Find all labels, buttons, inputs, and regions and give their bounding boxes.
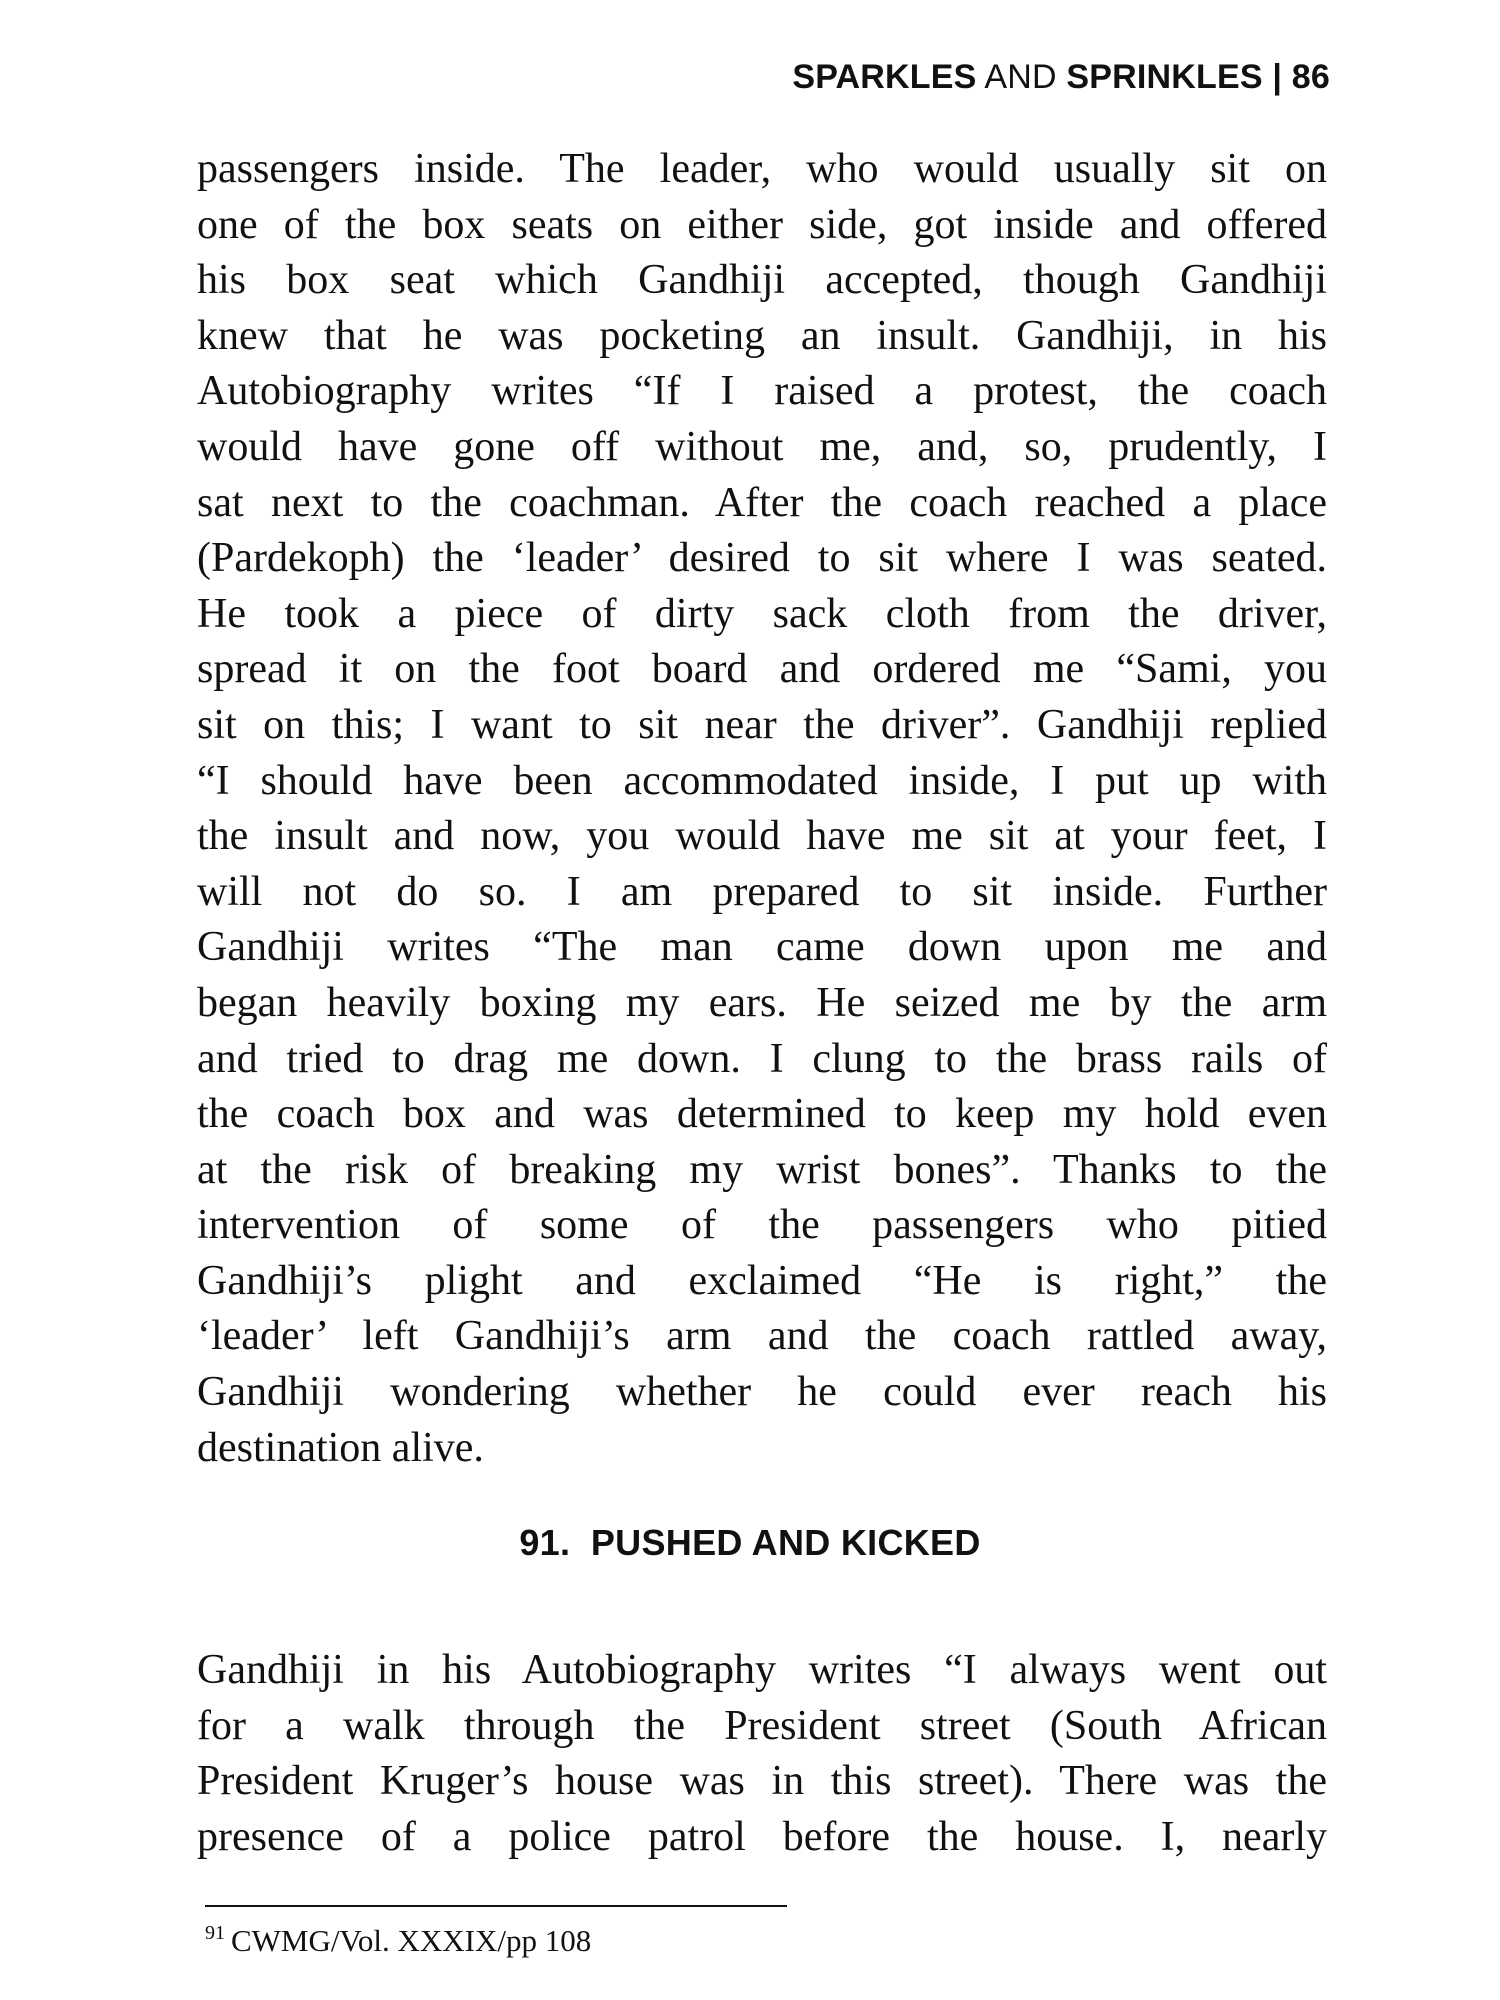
- text-line: destination alive.: [197, 1424, 484, 1471]
- paragraph-continued: [197, 142, 1327, 1476]
- text-line: began heavily boxing my ears. He seized me by the arm: [197, 979, 1327, 1026]
- page-number: 86: [1291, 58, 1330, 96]
- text-line: sit on this; I want to sit near the driver”. Gandhiji replied: [197, 701, 1327, 748]
- section-number: 91.: [519, 1522, 571, 1563]
- running-header: [792, 58, 1330, 97]
- text-line: will not do so. I am prepared to sit inside. Further: [197, 868, 1327, 915]
- text-line: his box seat which Gandhiji accepted, though Gandhiji: [197, 257, 1327, 304]
- text-line: sat next to the coachman. After the coach reached a place: [197, 479, 1327, 526]
- text-line: He took a piece of dirty sack cloth from the driver,: [197, 590, 1327, 637]
- text-line: knew that he was pocketing an insult. Gandhiji, in his: [197, 312, 1327, 359]
- text-line: Gandhiji wondering whether he could ever reach his: [197, 1369, 1327, 1416]
- text-line: “I should have been accommodated inside, I put up with: [197, 757, 1327, 804]
- text-line: Gandhiji in his Autobiography writes “I always went out: [197, 1647, 1327, 1693]
- header-separator: |: [1272, 58, 1283, 96]
- text-line: presence of a police patrol before the house. I, nearly: [197, 1813, 1327, 1860]
- text-line: would have gone off without me, and, so, prudently, I: [197, 423, 1327, 470]
- footnote-divider: [205, 1905, 787, 1907]
- text-line: spread it on the foot board and ordered me “Sami, you: [197, 646, 1327, 693]
- footnote-marker: 91: [205, 1922, 225, 1944]
- text-line: (Pardekoph) the ‘leader’ desired to sit where I was seated.: [197, 535, 1327, 582]
- text-line: the insult and now, you would have me sit at your feet, I: [197, 813, 1327, 860]
- header-title-part1: SPARKLES: [792, 58, 977, 96]
- text-line: Gandhiji’s plight and exclaimed “He is right,” the: [197, 1257, 1327, 1304]
- footnote: [205, 1922, 591, 1959]
- text-line: for a walk through the President street (South African: [197, 1702, 1327, 1749]
- text-line: one of the box seats on either side, got inside and offered: [197, 201, 1327, 248]
- text-line: and tried to drag me down. I clung to the brass rails of: [197, 1035, 1327, 1082]
- text-line: President Kruger’s house was in this street). There was the: [197, 1758, 1327, 1805]
- section-title: PUSHED AND KICKED: [590, 1522, 981, 1563]
- text-line: passengers inside. The leader, who would usually sit on: [197, 146, 1327, 192]
- text-line: at the risk of breaking my wrist bones”. Thanks to the: [197, 1146, 1327, 1193]
- text-line: ‘leader’ left Gandhiji’s arm and the coach rattled away,: [197, 1313, 1327, 1360]
- paragraph-section-start: [197, 1643, 1327, 1865]
- header-title-mid: AND: [984, 58, 1057, 96]
- footnote-text: CWMG/Vol. XXXIX/pp 108: [231, 1923, 592, 1958]
- text-line: the coach box and was determined to keep my hold even: [197, 1091, 1327, 1138]
- text-line: Autobiography writes “If I raised a protest, the coach: [197, 368, 1327, 415]
- section-heading: [0, 1522, 1500, 1564]
- header-title-part2: SPRINKLES: [1066, 58, 1263, 96]
- text-line: Gandhiji writes “The man came down upon me and: [197, 924, 1327, 971]
- text-line: intervention of some of the passengers who pitied: [197, 1202, 1327, 1249]
